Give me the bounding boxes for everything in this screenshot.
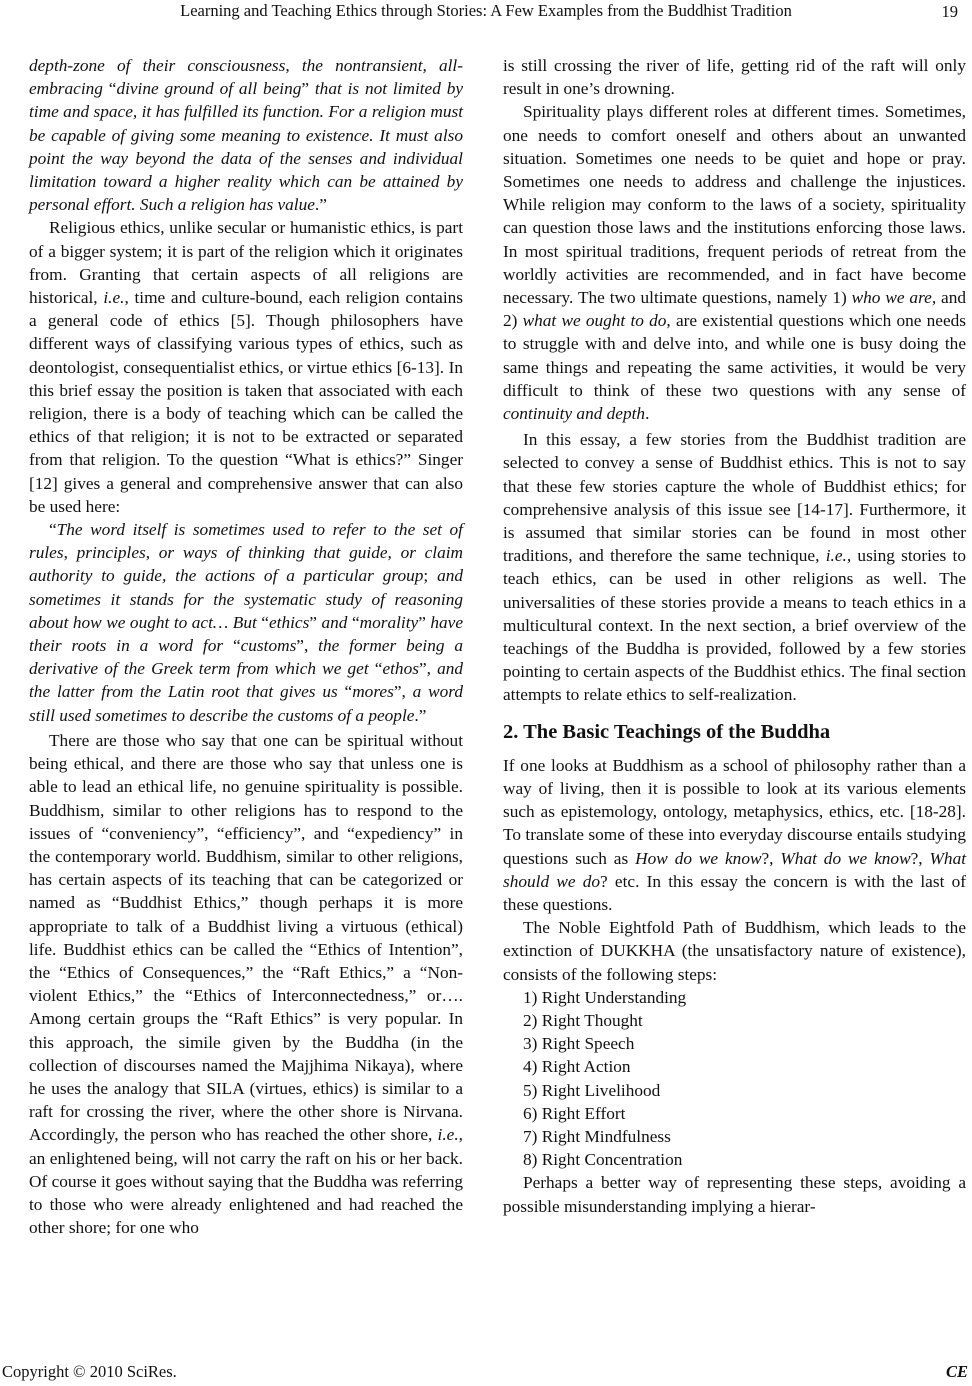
list-item: 5) Right Livelihood (523, 1080, 661, 1100)
copyright-notice: Copyright © 2010 SciRes. (2, 1362, 177, 1381)
religious-ethics-paragraph: Religious ethics, unlike secular or humanistic ethics, is part of a bigger system; it is part of the religion which it originates from. Granting that certain aspects of all religions are historical, i.e., time and culture-bound, each religion contains a general code of ethics [5]. Though philosophers have different ways of classifying various types of ethics, such as deontologist, consequentialist ethics, or virtue ethics [6-13]. In this brief essay the position is taken that associated with each religion, there is a body of teaching which can be called the ethics of that religion; it is not to be extracted or separated from that religion. To the question “What is ethics?” Singer [12] gives a general and comprehensive answer that can also be used here: (29, 218, 463, 516)
list-item: 8) Right Concentration (523, 1150, 683, 1170)
singer-quote-paragraph: “The word itself is sometimes used to refer to the set of rules, principles, or ways of thinking that guide, or claim authority to guide, the actions of a particular group; and sometimes it stands for the systematic study of reasoning about how we ought to act… But “ethics” and “morality” have their roots in a word for “customs”, the former being a derivative of the Greek term from which we get “ethos”, and the latter from the Latin root that gives us “mores”, a word still used sometimes to describe the customs of a people.” (29, 520, 464, 725)
list-item: 6) Right Effort (523, 1103, 626, 1123)
right-column (503, 54, 966, 1218)
representation-paragraph: Perhaps a better way of representing these steps, avoiding a possible misunderstanding implying a hierar- (503, 1173, 966, 1216)
page-footer (0, 1362, 972, 1384)
section-heading: 2. The Basic Teachings of the Buddha (503, 720, 831, 743)
list-item: 1) Right Understanding (523, 987, 687, 1007)
running-header (0, 0, 972, 24)
essay-overview-paragraph: In this essay, a few stories from the Buddhist tradition are selected to convey a sense of Buddhist ethics. This is not to say that these few stories capture the whole of Buddhist ethics; for comprehensive analysis of this issue see [14-17]. Furthermore, it is assumed that similar stories can be found in most other traditions, and therefore the same technique, i.e., using stories to teach ethics, can be used in other religions as well. The universalities of these stories provide a means to teach ethics in a multicultural context. In the next section, a brief overview of the teachings of the Buddha is provided, followed by a few stories pointing to certain aspects of the Buddhist ethics. The final section attempts to relate ethics to self-realization. (503, 430, 966, 705)
quote-continuation-paragraph: depth-zone of their consciousness, the nontransient, all-embracing “divine ground of all being” that is not limited by time and space, it has fulfilled its function. For a religion must be capable of giving some meaning to existence. It must also point the way beyond the data of the senses and individual limitation toward a higher reality which can be attained by personal effort. Such a religion has value.” (29, 56, 463, 215)
list-item: 4) Right Action (523, 1057, 631, 1077)
philosophy-paragraph: If one looks at Buddhism as a school of philosophy rather than a way of living, then it is possible to look at its various elements such as epistemology, ontology, metaphysics, ethics, etc. [18-28]. To translate some of these into everyday discourse entails studying questions such as How do we know?, What do we know?, What should we do? etc. In this essay the concern is with the last of these questions. (503, 755, 967, 914)
page-number: 19 (941, 2, 958, 21)
eightfold-path-paragraph: The Noble Eightfold Path of Buddhism, which leads to the extinction of DUKKHA (the unsatisfactory nature of existence), consists of the following steps: (503, 918, 966, 984)
running-title: Learning and Teaching Ethics through Stories: A Few Examples from the Buddhist Tradition (180, 1, 792, 20)
journal-abbreviation: CE (945, 1362, 968, 1381)
list-item: 3) Right Speech (523, 1034, 635, 1054)
raft-continuation-paragraph: is still crossing the river of life, getting rid of the raft will only result in one’s drowning. (503, 56, 966, 99)
list-item: 7) Right Mindfulness (523, 1126, 671, 1146)
spirituality-roles-paragraph: Spirituality plays different roles at different times. Sometimes, one needs to comfort oneself and others about an unwanted situation. Sometimes one needs to be quiet and hope or pray. Sometimes one needs to address and challenge the injustices. While religion may conform to the laws of a society, spirituality can question those laws and the institutions enforcing those laws. In most spiritual traditions, frequent periods of retreat from the worldly activities are recommended, and in fact have become necessary. The two ultimate questions, namely 1) who we are, and 2) what we ought to do, are existential questions which one needs to struggle with and delve into, and while one is busy doing the same things and repeating the same activities, it would be very difficult to think of these two questions with any sense of continuity and depth. (503, 102, 966, 424)
left-column (29, 54, 463, 1239)
eightfold-path-list (503, 986, 966, 1172)
list-item: 2) Right Thought (523, 1010, 643, 1030)
spiritual-ethics-paragraph: There are those who say that one can be spiritual without being ethical, and there are those who say that unless one is able to lead an ethical life, no genuine spirituality is possible. Buddhism, similar to other religions has to respond to the issues of “conveniency”, “efficiency”, and “expediency” in the contemporary world. Buddhism, similar to other religions, has certain aspects of its teaching that can be categorized or named as “Buddhist Ethics,” though perhaps it is more appropriate to talk of a Buddhist living a virtuous (ethical) life. Buddhist ethics can be called the “Ethics of Intention”, the “Ethics of Consequences,” the “Raft Ethics,” a “Non-violent Ethics,” the “Ethics of Interconnectedness,” or…. Among certain groups the “Raft Ethics” is very popular. In this approach, the simile given by the Buddha (in the collection of discourses named the Majjhima Nikaya), where he uses the analogy that SILA (virtues, ethics) is similar to a raft for crossing the river, where the other shore is Nirvana. Accordingly, the person who has reached the other shore, i.e., an enlightened being, will not carry the raft on his or her back. Of course it goes without saying that the Buddha was referring to those who were already enlightened and had reached the other shore; for one who (29, 730, 463, 1238)
